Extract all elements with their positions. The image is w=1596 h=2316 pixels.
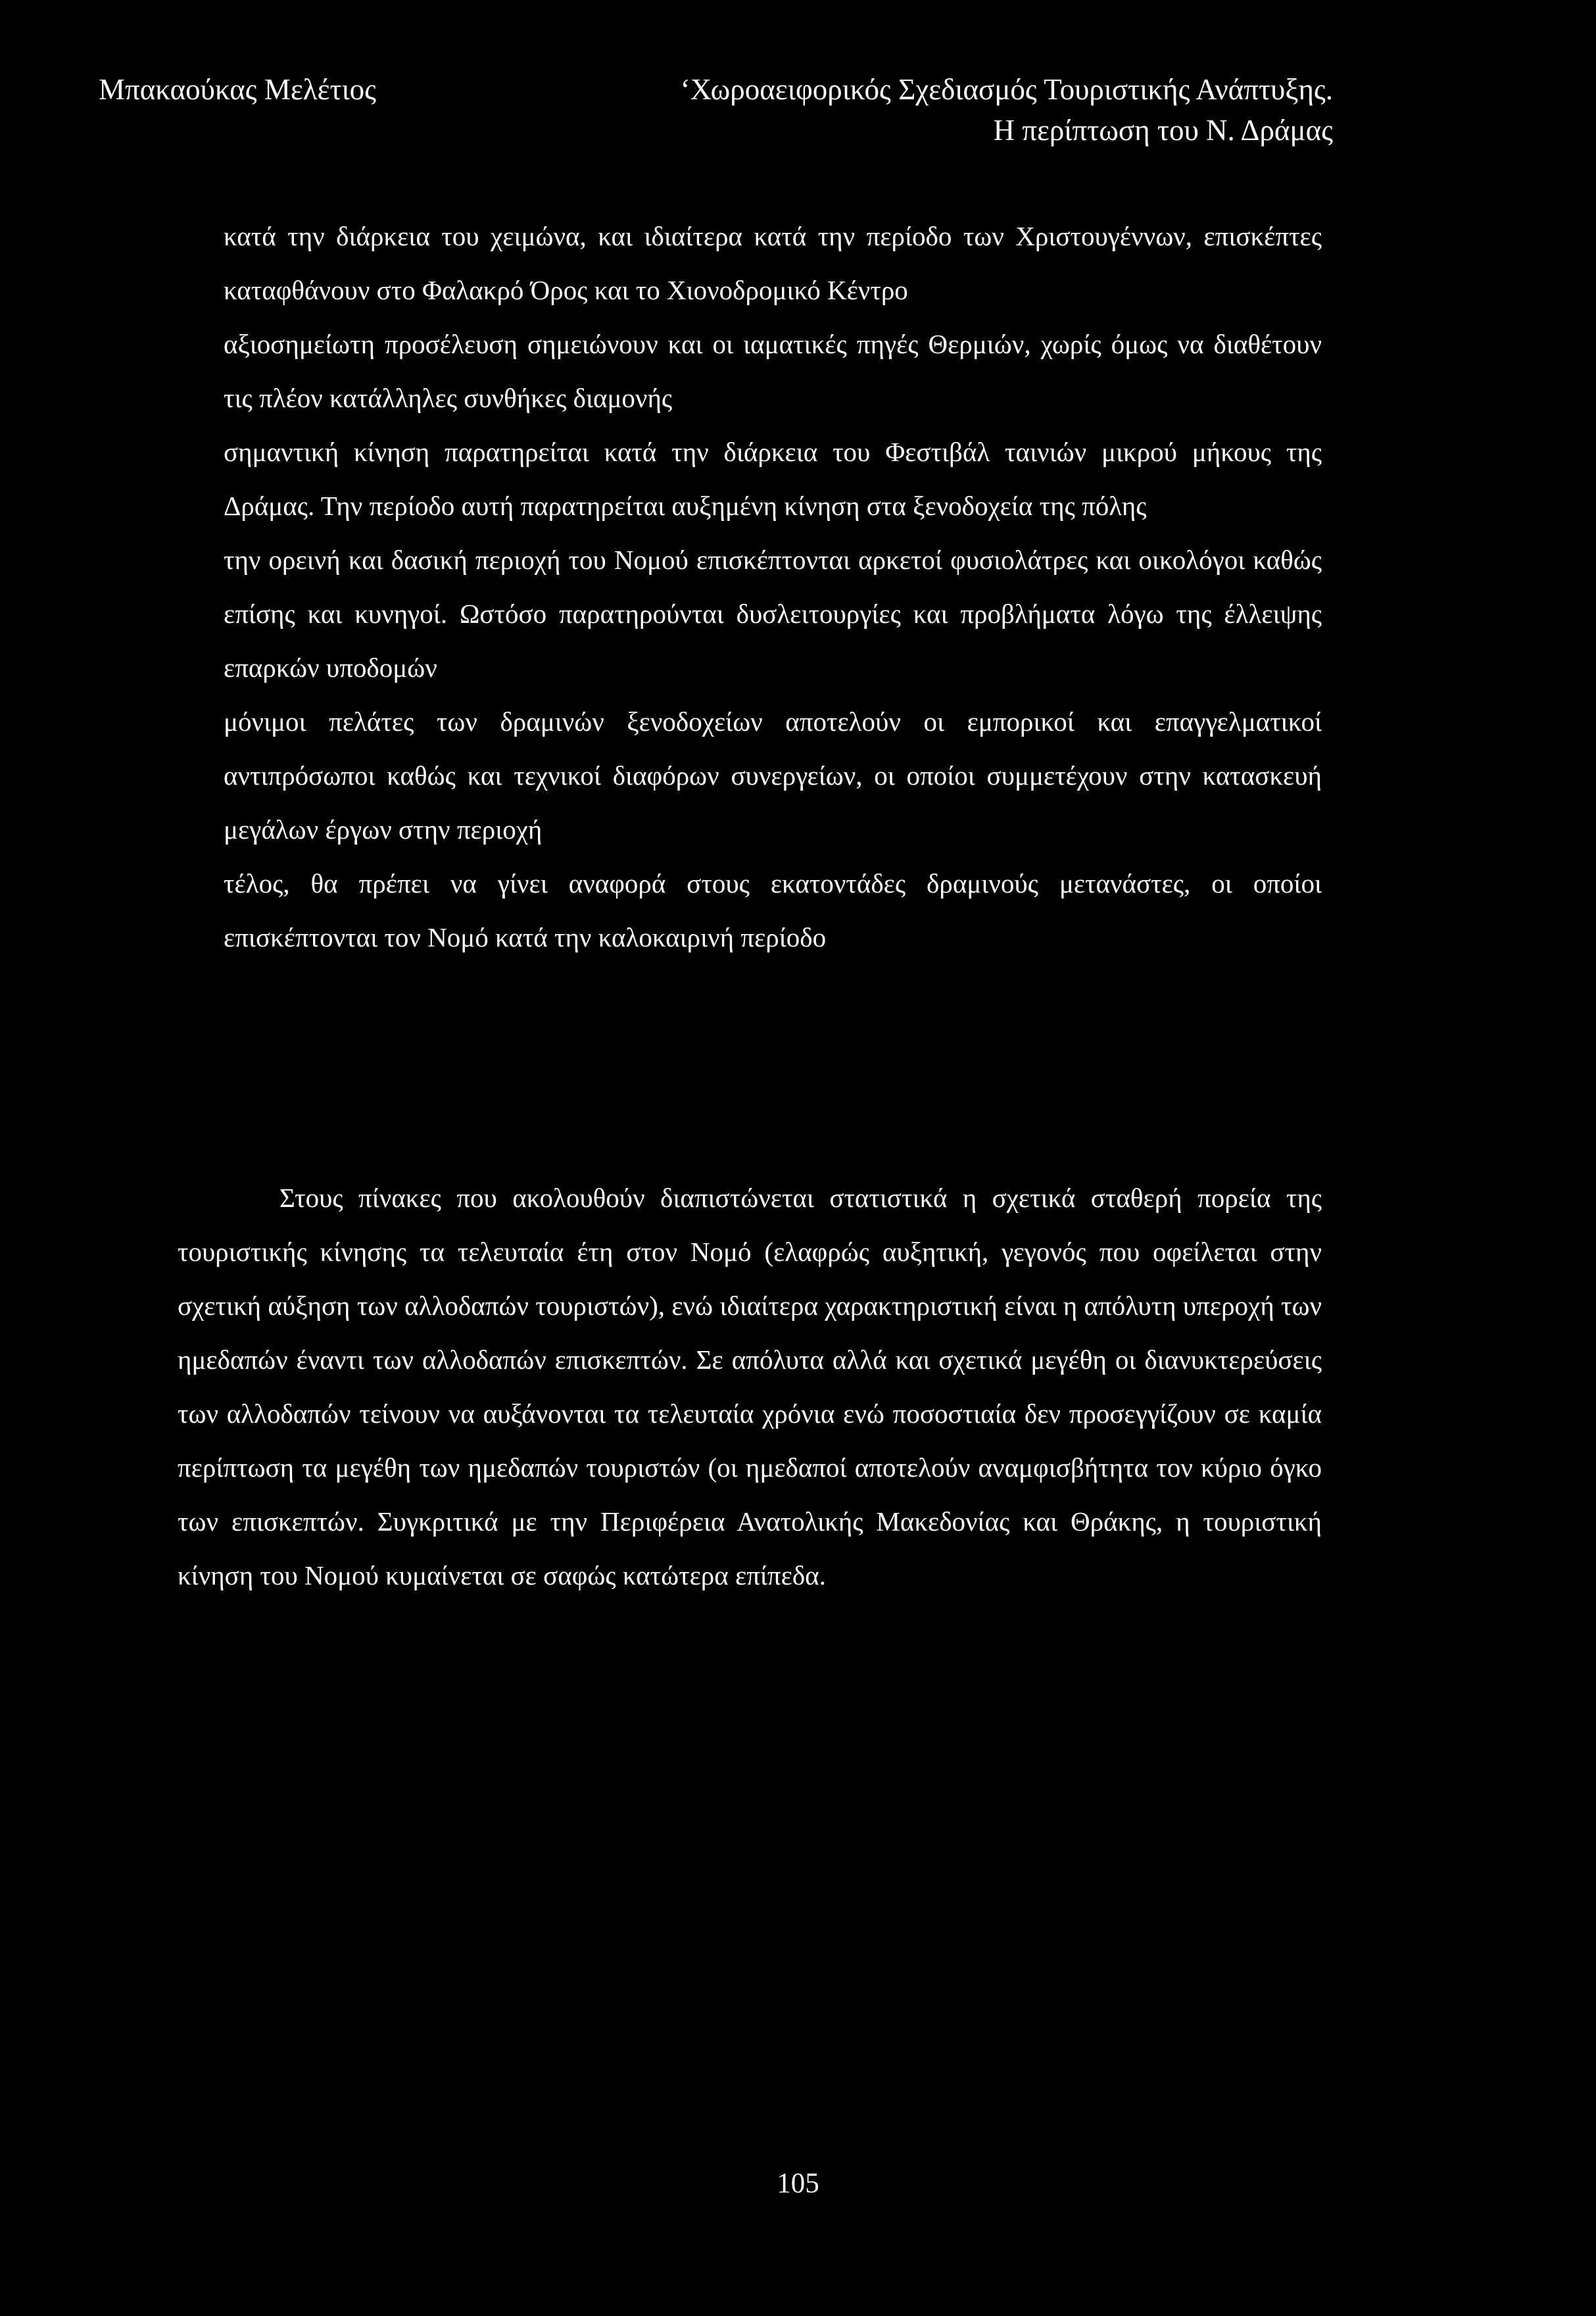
list-item: μόνιμοι πελάτες των δραμινών ξενοδοχείων αποτελούν οι εμπορικοί και επαγγελματικοί αντιπρόσωποι καθώς και τεχνικοί διαφόρων συνεργείων, οι οποίοι συμμετέχουν στην κατασκευή μεγάλων έργων στην περιοχή [224,706,1322,845]
header-title [681,69,1333,151]
bullet-list [224,209,1322,964]
list-item: τέλος, θα πρέπει να γίνει αναφορά στους εκατοντάδες δραμινούς μετανάστες, οι οποίοι επισκέπτονται τον Νομό κατά την καλοκαιρινή περίοδο [224,868,1322,952]
list-item: αξιοσημείωτη προσέλευση σημειώνουν και οι ιαματικές πηγές Θερμιών, χωρίς όμως να διαθέτουν τις πλέον κατάλληλες συνθήκες διαμονής [224,329,1322,413]
header-title-line-2: Η περίπτωση του Ν. Δράμας [993,114,1333,147]
header-author: Μπακαούκας Μελέτιος [99,73,377,106]
list-item: την ορεινή και δασική περιοχή του Νομού επισκέπτονται αρκετοί φυσιολάτρες και οικολόγοι καθώς επίσης και κυνηγοί. Ωστόσο παρατηρούνται δυσλειτουργίες και προβλήματα λόγω της έλλειψης επαρκών υποδομών [224,545,1322,683]
page-number: 105 [777,2168,819,2199]
main-paragraph: Στους πίνακες που ακολουθούν διαπιστώνεται στατιστικά η σχετικά σταθερή πορεία της τουριστικής κίνησης τα τελευταία έτη στον Νομό (ελαφρώς αυξητική, γεγονός που οφείλεται στην σχετική αύξηση των αλλοδαπών τουριστών), ενώ ιδιαίτερα χαρακτηριστική είναι η απόλυτη υπεροχή των ημεδαπών έναντι των αλλοδαπών επισκεπτών. Σε απόλυτα αλλά και σχετικά μεγέθη οι διανυκτερεύσεις των αλλοδαπών τείνουν να αυξάνονται τα τελευταία χρόνια ενώ ποσοστιαία δεν προσεγγίζουν σε καμία περίπτωση τα μεγέθη των ημεδαπών τουριστών (οι ημεδαποί αποτελούν αναμφισβήτητα τον κύριο όγκο των επισκεπτών. Συγκριτικά με την Περιφέρεια Ανατολικής Μακεδονίας και Θράκης, η τουριστική κίνηση του Νομού κυμαίνεται σε σαφώς κατώτερα επίπεδα. [178,1183,1322,1590]
header-title-line-1: ‘Χωροαειφορικός Σχεδιασμός Τουριστικής Ανάπτυξης. [680,73,1333,106]
list-item: σημαντική κίνηση παρατηρείται κατά την διάρκεια του Φεστιβάλ ταινιών μικρού μήκους της Δράμας. Την περίοδο αυτή παρατηρείται αυξημένη κίνηση στα ξενοδοχεία της πόλης [224,437,1322,521]
list-item: κατά την διάρκεια του χειμώνα, και ιδιαίτερα κατά την περίοδο των Χριστουγέννων, επισκέπτες καταφθάνουν στο Φαλακρό Όρος και το Χιονοδρομικό Κέντρο [224,221,1322,305]
